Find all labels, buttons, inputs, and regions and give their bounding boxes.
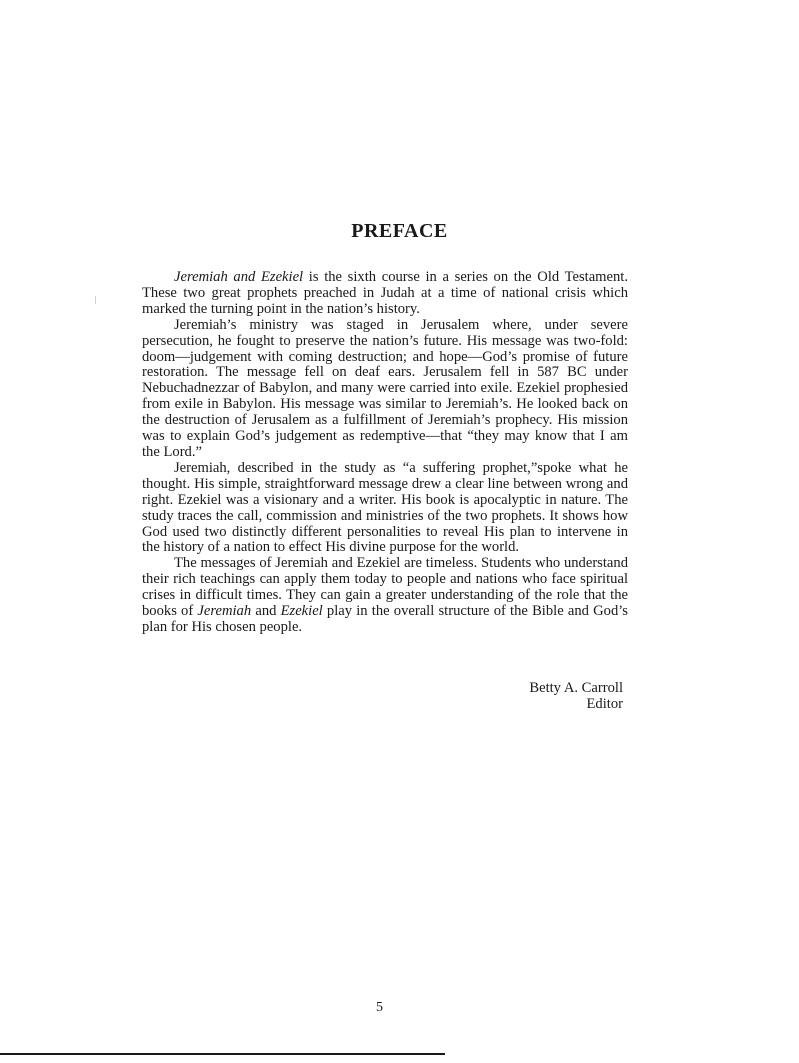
paragraph-1	[142, 270, 628, 318]
signature-name: Betty A. Carroll	[529, 680, 623, 696]
paragraph-4	[142, 556, 628, 636]
page-title: PREFACE	[351, 220, 448, 242]
paragraph-2: Jeremiah’s ministry was staged in Jerusalem where, under severe persecution, he fought to preserve the nation’s future. His message was two-fold: doom—judgement with coming destruction; and hope—God’s promise of future restoration. The message fell on deaf ears. Jerusalem fell in 587 BC under Nebuchadnezzar of Babylon, and many were carried into exile. Ezekiel prophesied from exile in Babylon. His message was similar to Jeremiah’s. He looked back on the destruction of Jerusalem as a fulfillment of Jeremiah’s prophecy. His mission was to explain God’s judgement as redemptive—that “they may know that I am the Lord.”	[142, 316, 628, 460]
paragraph-3: Jeremiah, described in the study as “a suffering prophet,”spoke what he thought. His simple, straightforward message drew a clear line between wrong and right. Ezekiel was a visionary and a writer. His book is apocalyptic in nature. The study traces the call, commission and ministries of the two prophets. It shows how God used two distinctly different personalities to reveal His plan to intervene in the history of a nation to effect His divine purpose for the world.	[142, 459, 628, 556]
signature-block	[430, 680, 623, 712]
book-title-jeremiah: Jeremiah	[197, 603, 252, 620]
paragraph-4-text-before: The messages of Jeremiah and Ezekiel are timeless. Students who understand their rich teachings can apply them today to people and nations who face spiritual crises in difficult times. They can gain a greater understanding of the role that the books of	[142, 555, 628, 620]
signature-role: Editor	[586, 696, 623, 712]
page-number: 5	[376, 1000, 383, 1015]
paragraph-4-text-after: play in the overall structure of the Bible and God’s plan for His chosen people.	[142, 603, 628, 635]
bottom-rule	[0, 1053, 445, 1055]
preface-body	[142, 270, 628, 636]
book-title-ezekiel: Ezekiel	[280, 603, 323, 620]
paragraph-4-text-middle: and	[251, 603, 281, 620]
course-title-italic: Jeremiah and Ezekiel	[174, 269, 304, 285]
margin-mark	[95, 296, 96, 304]
paragraph-1-text: is the sixth course in a series on the Old Testament. These two great prophets preached in Judah at a time of national crisis which marked the turning point in the nation’s history.	[142, 269, 628, 317]
